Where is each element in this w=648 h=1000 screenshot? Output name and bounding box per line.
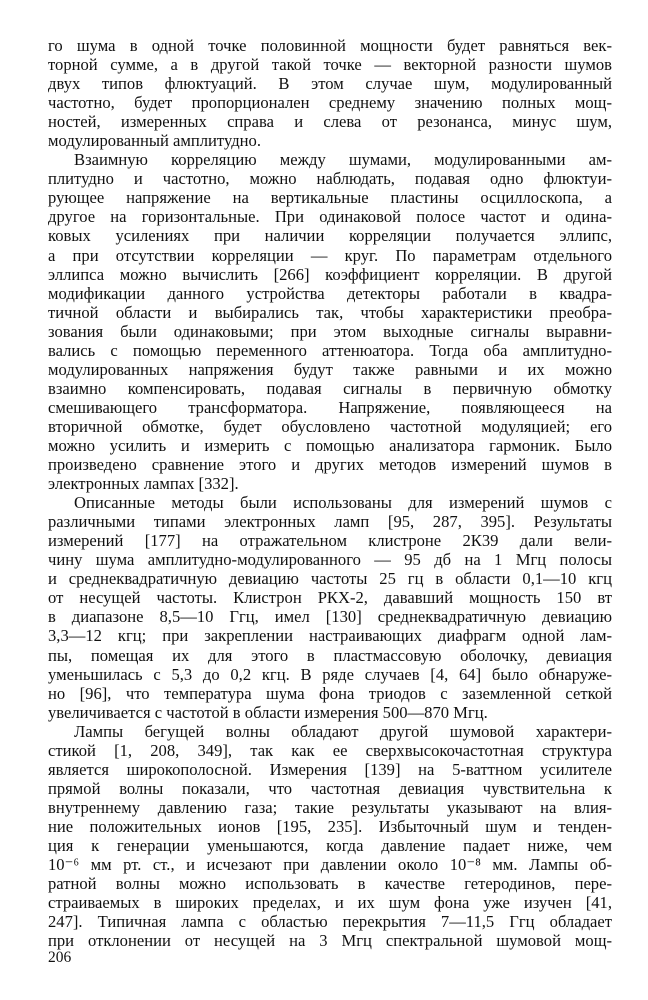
text-line: модулированных напряжения будут также равными и их можно (48, 359, 612, 379)
text-line: рующее напряжение на вертикальные пластины осциллоскопа, а (48, 188, 612, 208)
paragraph-4 (48, 722, 612, 951)
text-line: в диапазоне 8,5—10 Ггц, имел [130] среднеквадратичную девиацию (48, 607, 612, 627)
text-line: Взаимную корреляцию между шумами, модулированными ам- (74, 150, 612, 170)
text-line: плитудно и частотно, можно наблюдать, подавая одно флюктуи- (48, 169, 612, 189)
text-line: 247]. Типичная лампа с областью перекрытия 7—11,5 Ггц обладает (48, 912, 612, 932)
text-line: го шума в одной точке половинной мощности будет равняться век- (48, 36, 612, 55)
text-line: взаимно компенсировать, подавая сигналы в первичную обмотку (48, 378, 612, 398)
text-line: вались с помощью переменного аттенюатора. Тогда оба амплитудно- (48, 340, 612, 360)
page-number: 206 (48, 949, 72, 966)
text-line: а при отсутствии корреляции — круг. По параметрам отдельного (48, 245, 612, 265)
text-line: увеличивается с частотой в области измерения 500—870 Мгц. (48, 702, 488, 722)
text-line: Описанные методы были использованы для измерений шумов с (74, 493, 612, 513)
text-line: ковых усилениях при наличии корреляции получается эллипс, (48, 226, 612, 246)
text-line: и среднеквадратичную девиацию частоты 25 гц в области 0,1—10 кгц (48, 569, 612, 589)
text-line: внутреннему давлению газа; такие результаты указывают на влия- (48, 797, 612, 817)
text-line: двух типов флюктуаций. В этом случае шум, модулированный (48, 74, 612, 94)
text-line: стикой [1, 208, 349], так как ее сверхвысокочастотная структура (48, 740, 612, 760)
text-line: модулированный амплитудно. (48, 131, 261, 151)
text-line: прямой волны показали, что частотная девиация чувствительна к (48, 778, 612, 798)
text-line: страиваемых в широких пределах, и их шум фона уже изучен [41, (48, 893, 612, 913)
text-line: пы, помещая их для этого в пластмассовую оболочку, девиация (48, 645, 612, 665)
text-line: произведено сравнение этого и других методов измерений шумов в (48, 455, 612, 475)
text-line: ция к генерации уменьшаются, когда давление падает ниже, чем (48, 835, 612, 855)
text-line: ние положительных ионов [195, 235]. Избыточный шум и тенден- (48, 816, 612, 836)
text-line: эллипса можно вычислить [266] коэффициент корреляции. В другой (48, 264, 612, 284)
text-line: тичной области и выбирались так, чтобы характеристики преобра- (48, 302, 612, 322)
text-line: от несущей частоты. Клистрон РКХ-2, дававший мощность 150 вт (48, 588, 612, 608)
text-line: другое на горизонтальные. При одинаковой полосе частот и одина- (48, 207, 612, 227)
text-line: различными типами электронных ламп [95, 287, 395]. Результаты (48, 512, 612, 532)
text-line: измерений [177] на отражательном клистроне 2К39 дали вели- (48, 531, 612, 551)
text-line: можно усилить и измерить с помощью анализатора гармоник. Было (48, 435, 612, 455)
text-line: электронных лампах [332]. (48, 474, 239, 494)
paragraph-1 (48, 36, 612, 150)
text-line: является широкополосной. Измерения [139] на 5-ваттном усилителе (48, 759, 612, 779)
paragraph-2 (48, 150, 612, 493)
text-line: но [96], что температура шума фона триодов с заземленной сеткой (48, 683, 612, 703)
text-line: ностей, измеренных справа и слева от резонанса, минус шум, (48, 112, 612, 132)
text-line: зования были одинаковыми; при этом выходные сигналы выравни- (48, 321, 612, 341)
paragraph-3 (48, 493, 612, 722)
text-line: вторичной обмотке, будет обусловлено частотной модуляцией; его (48, 416, 612, 436)
text-line: уменьшилась с 5,3 до 0,2 кгц. В ряде случаев [4, 64] было обнаруже- (48, 664, 612, 684)
text-line: Лампы бегущей волны обладают другой шумовой характери- (74, 721, 612, 741)
text-line: 10⁻⁶ мм рт. ст., и исчезают при давлении около 10⁻⁸ мм. Лампы об- (48, 855, 612, 875)
text-line: торной сумме, а в другой такой точке — векторной разности шумов (48, 55, 612, 75)
text-line: частотно, будет пропорционален среднему значению полных мощ- (48, 93, 612, 113)
text-line: ратной волны можно использовать в качестве гетеродинов, пере- (48, 874, 612, 894)
text-line: модификации данного устройства детекторы работали в квадра- (48, 283, 612, 303)
text-line: чину шума амплитудно-модулированного — 95 дб на 1 Мгц полосы (48, 550, 612, 570)
text-line: при отклонении от несущей на 3 Мгц спектральной шумовой мощ- (48, 931, 612, 951)
text-line: смешивающего трансформатора. Напряжение, появляющееся на (48, 397, 612, 417)
page-body (48, 36, 612, 950)
text-line: 3,3—12 кгц; при закреплении настраивающих диафрагм одной лам- (48, 626, 612, 646)
